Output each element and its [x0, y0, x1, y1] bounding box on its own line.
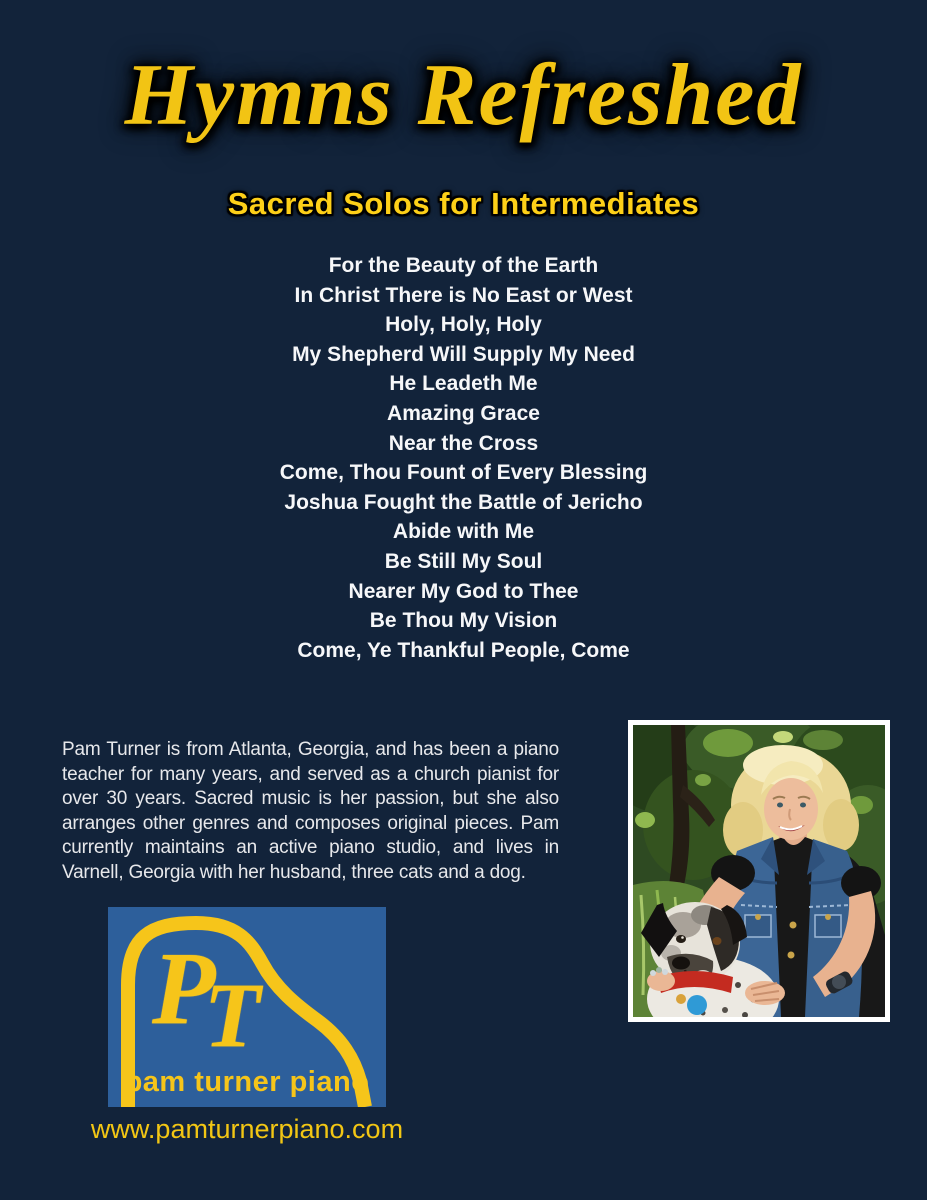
hymn-list-item: Abide with Me [392, 520, 535, 544]
book-title: Hymns Refreshed [124, 47, 803, 144]
hymn-list-item: He Leadeth Me [389, 372, 538, 396]
book-subtitle: Sacred Solos for Intermediates [227, 186, 700, 221]
artist-bio-paragraph: Pam Turner is from Atlanta, Georgia, and has been a piano teacher for many years, and served as a church pianist for over 30 years. Sacred music is her passion, but she also arranges other genres and composes original pieces. Pam currently maintains an active piano studio, and lives in Varnell, Georgia with her husband, three cats and a dog. [62, 739, 559, 883]
hymn-list-item: Be Still My Soul [384, 549, 543, 573]
hymn-list-item: Come, Ye Thankful People, Come [297, 638, 630, 662]
hymn-list-item: My Shepherd Will Supply My Need [292, 342, 635, 366]
hymn-list-item: Joshua Fought the Battle of Jericho [284, 490, 643, 514]
artist-photo [628, 720, 890, 1022]
hymn-list-item: Amazing Grace [387, 401, 540, 425]
hymn-list-item: For the Beauty of the Earth [328, 254, 599, 277]
hymn-list-item: Near the Cross [388, 431, 539, 455]
pam-turner-piano-logo [108, 907, 386, 1107]
hymn-list-item: Holy, Holy, Holy [385, 313, 542, 337]
hymn-list-item: In Christ There is No East or West [294, 283, 633, 307]
hymn-list-item: Nearer My God to Thee [348, 579, 579, 603]
hymn-list [0, 251, 927, 665]
hymn-list-item: Come, Thou Fount of Every Blessing [279, 461, 648, 485]
artist-photo-illustration [633, 725, 885, 1017]
hymn-list-item: Be Thou My Vision [369, 609, 558, 633]
logo-wordmark: pam turner piano [124, 1066, 370, 1098]
logo-monogram-t: T [204, 964, 261, 1066]
logo-monogram-p: P [152, 931, 216, 1046]
website-url: www.pamturnerpiano.com [90, 1114, 404, 1144]
